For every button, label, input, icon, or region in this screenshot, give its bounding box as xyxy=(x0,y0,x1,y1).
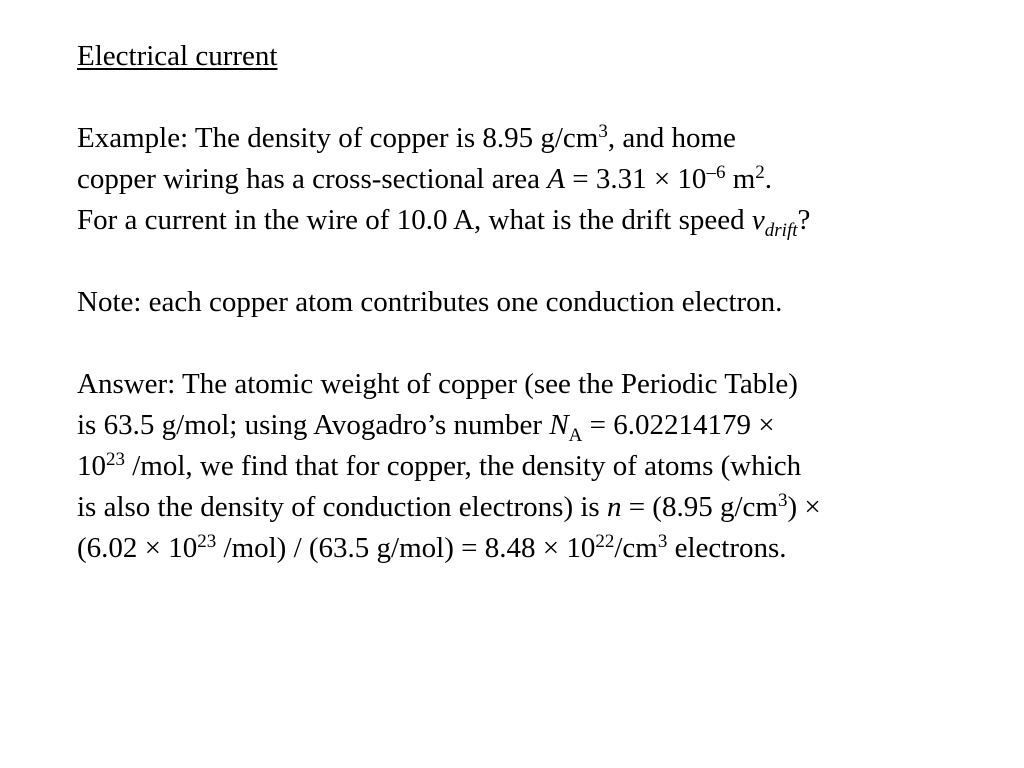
text-run: , and home xyxy=(607,122,736,154)
text-run: /mol) / (63.5 g/mol) = 8.48 × 10 xyxy=(216,532,596,564)
text-run: (6.02 × 10 xyxy=(77,532,198,564)
text-run: electrons. xyxy=(667,532,787,564)
answer-line-5 xyxy=(77,528,977,569)
text-run: ) × xyxy=(787,491,821,523)
text-run: . xyxy=(764,163,772,195)
superscript: 2 xyxy=(755,162,765,183)
superscript: –6 xyxy=(706,162,726,183)
note-line xyxy=(77,282,977,323)
text-run: ? xyxy=(797,204,811,236)
text-run: Example: The density of copper is 8.95 g/cm xyxy=(77,122,599,154)
superscript: 3 xyxy=(777,490,788,511)
answer-line-1 xyxy=(77,364,977,405)
text-run: copper wiring has a cross-sectional area xyxy=(77,163,548,195)
superscript: 22 xyxy=(595,531,615,552)
superscript: 23 xyxy=(106,449,125,470)
text-run: For a current in the wire of 10.0 A, what is the drift speed xyxy=(77,204,752,236)
spacer xyxy=(77,323,977,364)
variable-v: v xyxy=(751,204,765,236)
answer-line-3 xyxy=(77,446,977,487)
text-run: m xyxy=(725,163,756,195)
superscript: 3 xyxy=(598,121,608,142)
text-run: = (8.95 g/cm xyxy=(621,491,778,523)
subscript-drift: drift xyxy=(764,220,798,241)
variable-n: n xyxy=(606,491,622,523)
title-text: Electrical current xyxy=(77,40,278,72)
superscript: 3 xyxy=(657,531,668,552)
text-run: is also the density of conduction electrons) is xyxy=(77,491,607,523)
note-text: Note: each copper atom contributes one conduction electron. xyxy=(77,286,783,318)
variable-area: A xyxy=(547,163,565,195)
text-run: /mol, we find that for copper, the density of atoms (which xyxy=(125,450,802,482)
slide-content xyxy=(77,36,977,569)
superscript: 23 xyxy=(197,531,217,552)
text-run: Answer: The atomic weight of copper (see the Periodic Table) xyxy=(77,368,798,400)
text-run: /cm xyxy=(614,532,658,564)
spacer xyxy=(77,77,977,118)
spacer xyxy=(77,241,977,282)
answer-line-2 xyxy=(77,405,977,446)
subscript: A xyxy=(568,425,583,446)
text-run: 10 xyxy=(77,450,106,482)
answer-line-4 xyxy=(77,487,977,528)
slide-title xyxy=(77,36,977,77)
text-run: = 6.02214179 × xyxy=(582,409,775,441)
example-line-2 xyxy=(77,159,977,200)
variable-n-avogadro: N xyxy=(549,409,569,441)
example-line-1 xyxy=(77,118,977,159)
example-line-3 xyxy=(77,200,977,241)
text-run: = 3.31 × 10 xyxy=(564,163,707,195)
text-run: is 63.5 g/mol; using Avogadro’s number xyxy=(77,409,550,441)
